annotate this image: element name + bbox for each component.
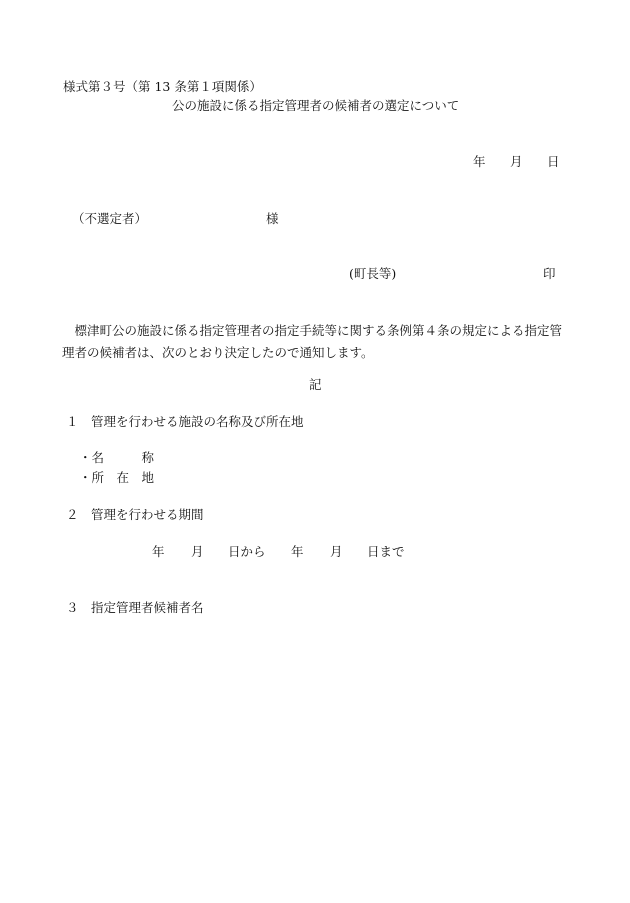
period-from-year: 年: [152, 544, 165, 559]
body-paragraph: 標津町公の施設に係る指定管理者の指定手続等に関する条例第４条の規定による指定管理者の候補者は、次のとおり決定したので通知します。: [62, 323, 563, 360]
period-from-day: 日から: [228, 544, 266, 559]
document-title: 公の施設に係る指定管理者の候補者の選定について: [172, 98, 460, 113]
seal-mark: 印: [543, 266, 556, 281]
facility-location-label: ・所 在 地: [79, 470, 155, 485]
date-year-label: 年: [473, 154, 486, 169]
section-1-heading: １ 管理を行わせる施設の名称及び所在地: [66, 414, 304, 429]
date-month-label: 月: [510, 154, 523, 169]
section-3-heading: ３ 指定管理者候補者名: [66, 600, 204, 615]
period-to-year: 年: [291, 544, 304, 559]
addressee-label: （不選定者）: [72, 211, 148, 226]
addressee-honorific: 様: [266, 211, 279, 226]
date-day-label: 日: [547, 154, 560, 169]
sender-label: (町長等): [349, 266, 397, 281]
period-to-month: 月: [330, 544, 343, 559]
period-from-month: 月: [191, 544, 204, 559]
form-number: 様式第３号（第 13 条第１項関係）: [63, 79, 262, 94]
ki-heading: 記: [309, 377, 322, 392]
section-2-heading: ２ 管理を行わせる期間: [66, 507, 204, 522]
period-to-day: 日まで: [367, 544, 405, 559]
facility-name-label: ・名 称: [79, 450, 155, 465]
